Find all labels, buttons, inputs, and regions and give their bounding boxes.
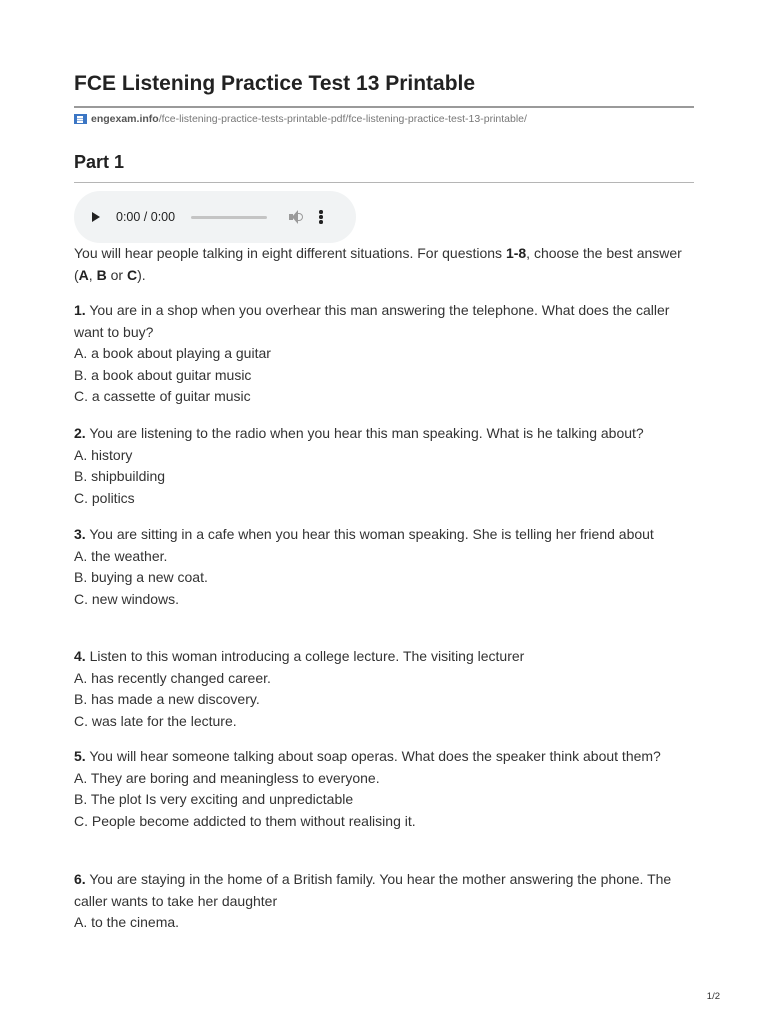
answer-option: C. politics	[74, 489, 135, 506]
question-6	[74, 869, 694, 934]
audio-progress-slider[interactable]	[191, 216, 267, 219]
answer-option: B. buying a new coat.	[74, 569, 208, 585]
question-2	[74, 423, 694, 509]
answer-option: B. has made a new discovery.	[74, 691, 260, 707]
question-stem: 5. You will hear someone talking about soap operas. What does the speaker think about them?	[74, 748, 661, 764]
answer-option: C. was late for the lecture.	[74, 712, 237, 729]
volume-icon[interactable]	[289, 210, 305, 224]
play-icon[interactable]	[92, 212, 100, 222]
source-domain: engexam.info	[91, 113, 159, 125]
question-5	[74, 746, 694, 832]
audio-time: 0:00 / 0:00	[116, 210, 176, 224]
answer-option: C. new windows.	[74, 590, 180, 607]
site-logo-icon	[74, 114, 87, 124]
question-stem: 1. You are in a shop when you overhear this man answering the telephone. What does the caller want to buy?	[74, 302, 670, 340]
answer-option: B. a book about guitar music	[74, 366, 252, 383]
answer-option: A. a book about playing a guitar	[74, 345, 271, 361]
answer-option: A. has recently changed career.	[74, 669, 271, 686]
answer-option: A. They are boring and meaningless to everyone.	[74, 769, 380, 786]
source-link[interactable]	[74, 113, 527, 125]
question-3	[74, 524, 694, 610]
part-divider	[74, 182, 694, 183]
more-options-icon[interactable]	[319, 210, 323, 224]
audio-player	[74, 191, 356, 243]
answer-option: B. The plot Is very exciting and unpredictable	[74, 791, 354, 807]
answer-option: A. history	[74, 446, 133, 463]
source-path: /fce-listening-practice-tests-printable-pdf/fce-listening-practice-test-13-printable/	[158, 113, 527, 125]
question-4	[74, 646, 694, 732]
question-stem: 3. You are sitting in a cafe when you hear this woman speaking. She is telling her friend about	[74, 526, 654, 542]
question-stem: 6. You are staying in the home of a British family. You hear the mother answering the phone. The caller wants to take her daughter	[74, 871, 672, 909]
question-1	[74, 300, 694, 408]
page-number: 1/2	[706, 991, 720, 1002]
question-stem: 2. You are listening to the radio when you hear this man speaking. What is he talking about?	[74, 425, 644, 441]
part-heading: Part 1	[74, 152, 125, 172]
answer-option: B. shipbuilding	[74, 468, 166, 484]
answer-option: A. the weather.	[74, 547, 168, 564]
answer-option: C. a cassette of guitar music	[74, 388, 251, 404]
title-divider	[74, 106, 694, 108]
answer-option: A. to the cinema.	[74, 914, 180, 930]
answer-option: C. People become addicted to them without realising it.	[74, 812, 416, 829]
question-stem: 4. Listen to this woman introducing a college lecture. The visiting lecturer	[74, 648, 525, 664]
document-title: FCE Listening Practice Test 13 Printable	[74, 72, 476, 95]
instructions: You will hear people talking in eight different situations. For questions 1-8, choose the best answer (A, B or C).	[74, 245, 682, 283]
